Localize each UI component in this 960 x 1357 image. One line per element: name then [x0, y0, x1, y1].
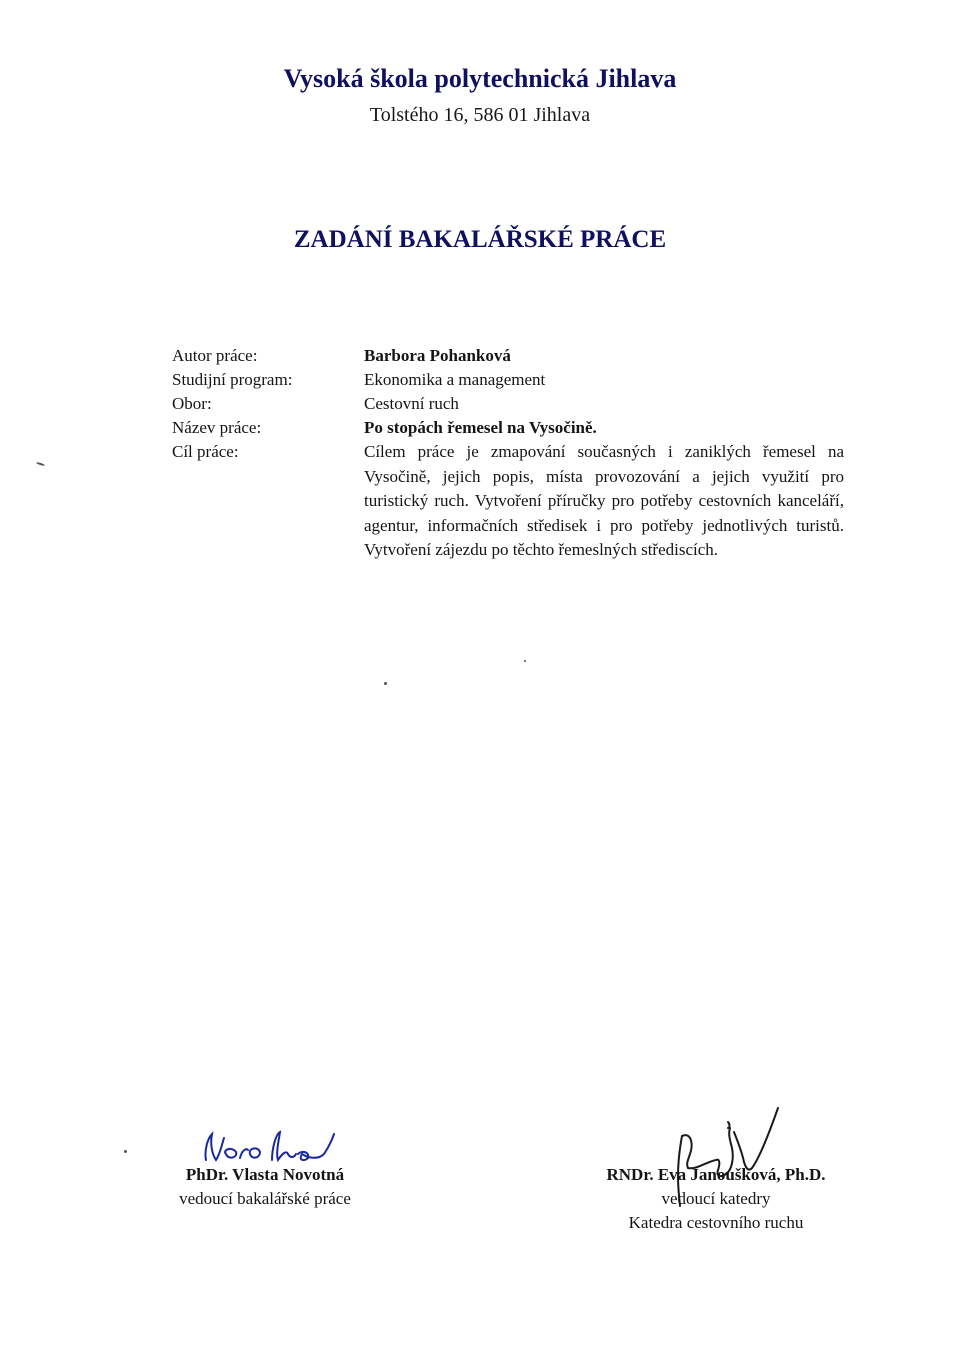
author-value: Barbora Pohanková — [364, 346, 511, 365]
department-name: Katedra cestovního ruchu — [628, 1213, 804, 1232]
supervisor-role: vedoucí bakalářské práce — [179, 1189, 351, 1208]
author-label: Autor práce: — [172, 346, 258, 365]
goal-text: Cílem práce je zmapování současných i zaniklých řemesel na Vysočině, jejich popis, místa provozování a jejich využití pro turistický ruch. Vytvoření příručky pro potřeby cestovních kanceláří, agentur, informačních středisek i pro potřeby jednotlivých turistů. Vytvoření zájezdu po těchto řemeslných střediscích. — [364, 442, 844, 560]
supervisor-signature-block — [155, 1163, 375, 1211]
program-value: Ekonomika a management — [364, 370, 546, 389]
field-of-study-value: Cestovní ruch — [364, 394, 459, 413]
goal-label: Cíl práce: — [172, 442, 239, 461]
program-label: Studijní program: — [172, 370, 293, 389]
head-of-department-name: RNDr. Eva Janoušková, Ph.D. — [606, 1165, 826, 1184]
institution-address: Tolstého 16, 586 01 Jihlava — [369, 104, 591, 126]
supervisor-name: PhDr. Vlasta Novotná — [185, 1165, 345, 1184]
scan-speck — [524, 660, 526, 662]
field-of-study-label: Obor: — [172, 394, 212, 413]
document-title: ZADÁNÍ BAKALÁŘSKÉ PRÁCE — [293, 226, 667, 253]
scan-mark — [36, 462, 45, 467]
thesis-title-value: Po stopách řemesel na Vysočině. — [364, 418, 597, 437]
head-of-department-signature-block — [596, 1163, 836, 1235]
institution-name: Vysoká škola polytechnická Jihlava — [283, 64, 677, 93]
thesis-title-label: Název práce: — [172, 418, 262, 437]
scan-speck — [384, 682, 387, 685]
head-of-department-role: vedoucí katedry — [661, 1189, 771, 1208]
scan-speck — [124, 1150, 127, 1153]
